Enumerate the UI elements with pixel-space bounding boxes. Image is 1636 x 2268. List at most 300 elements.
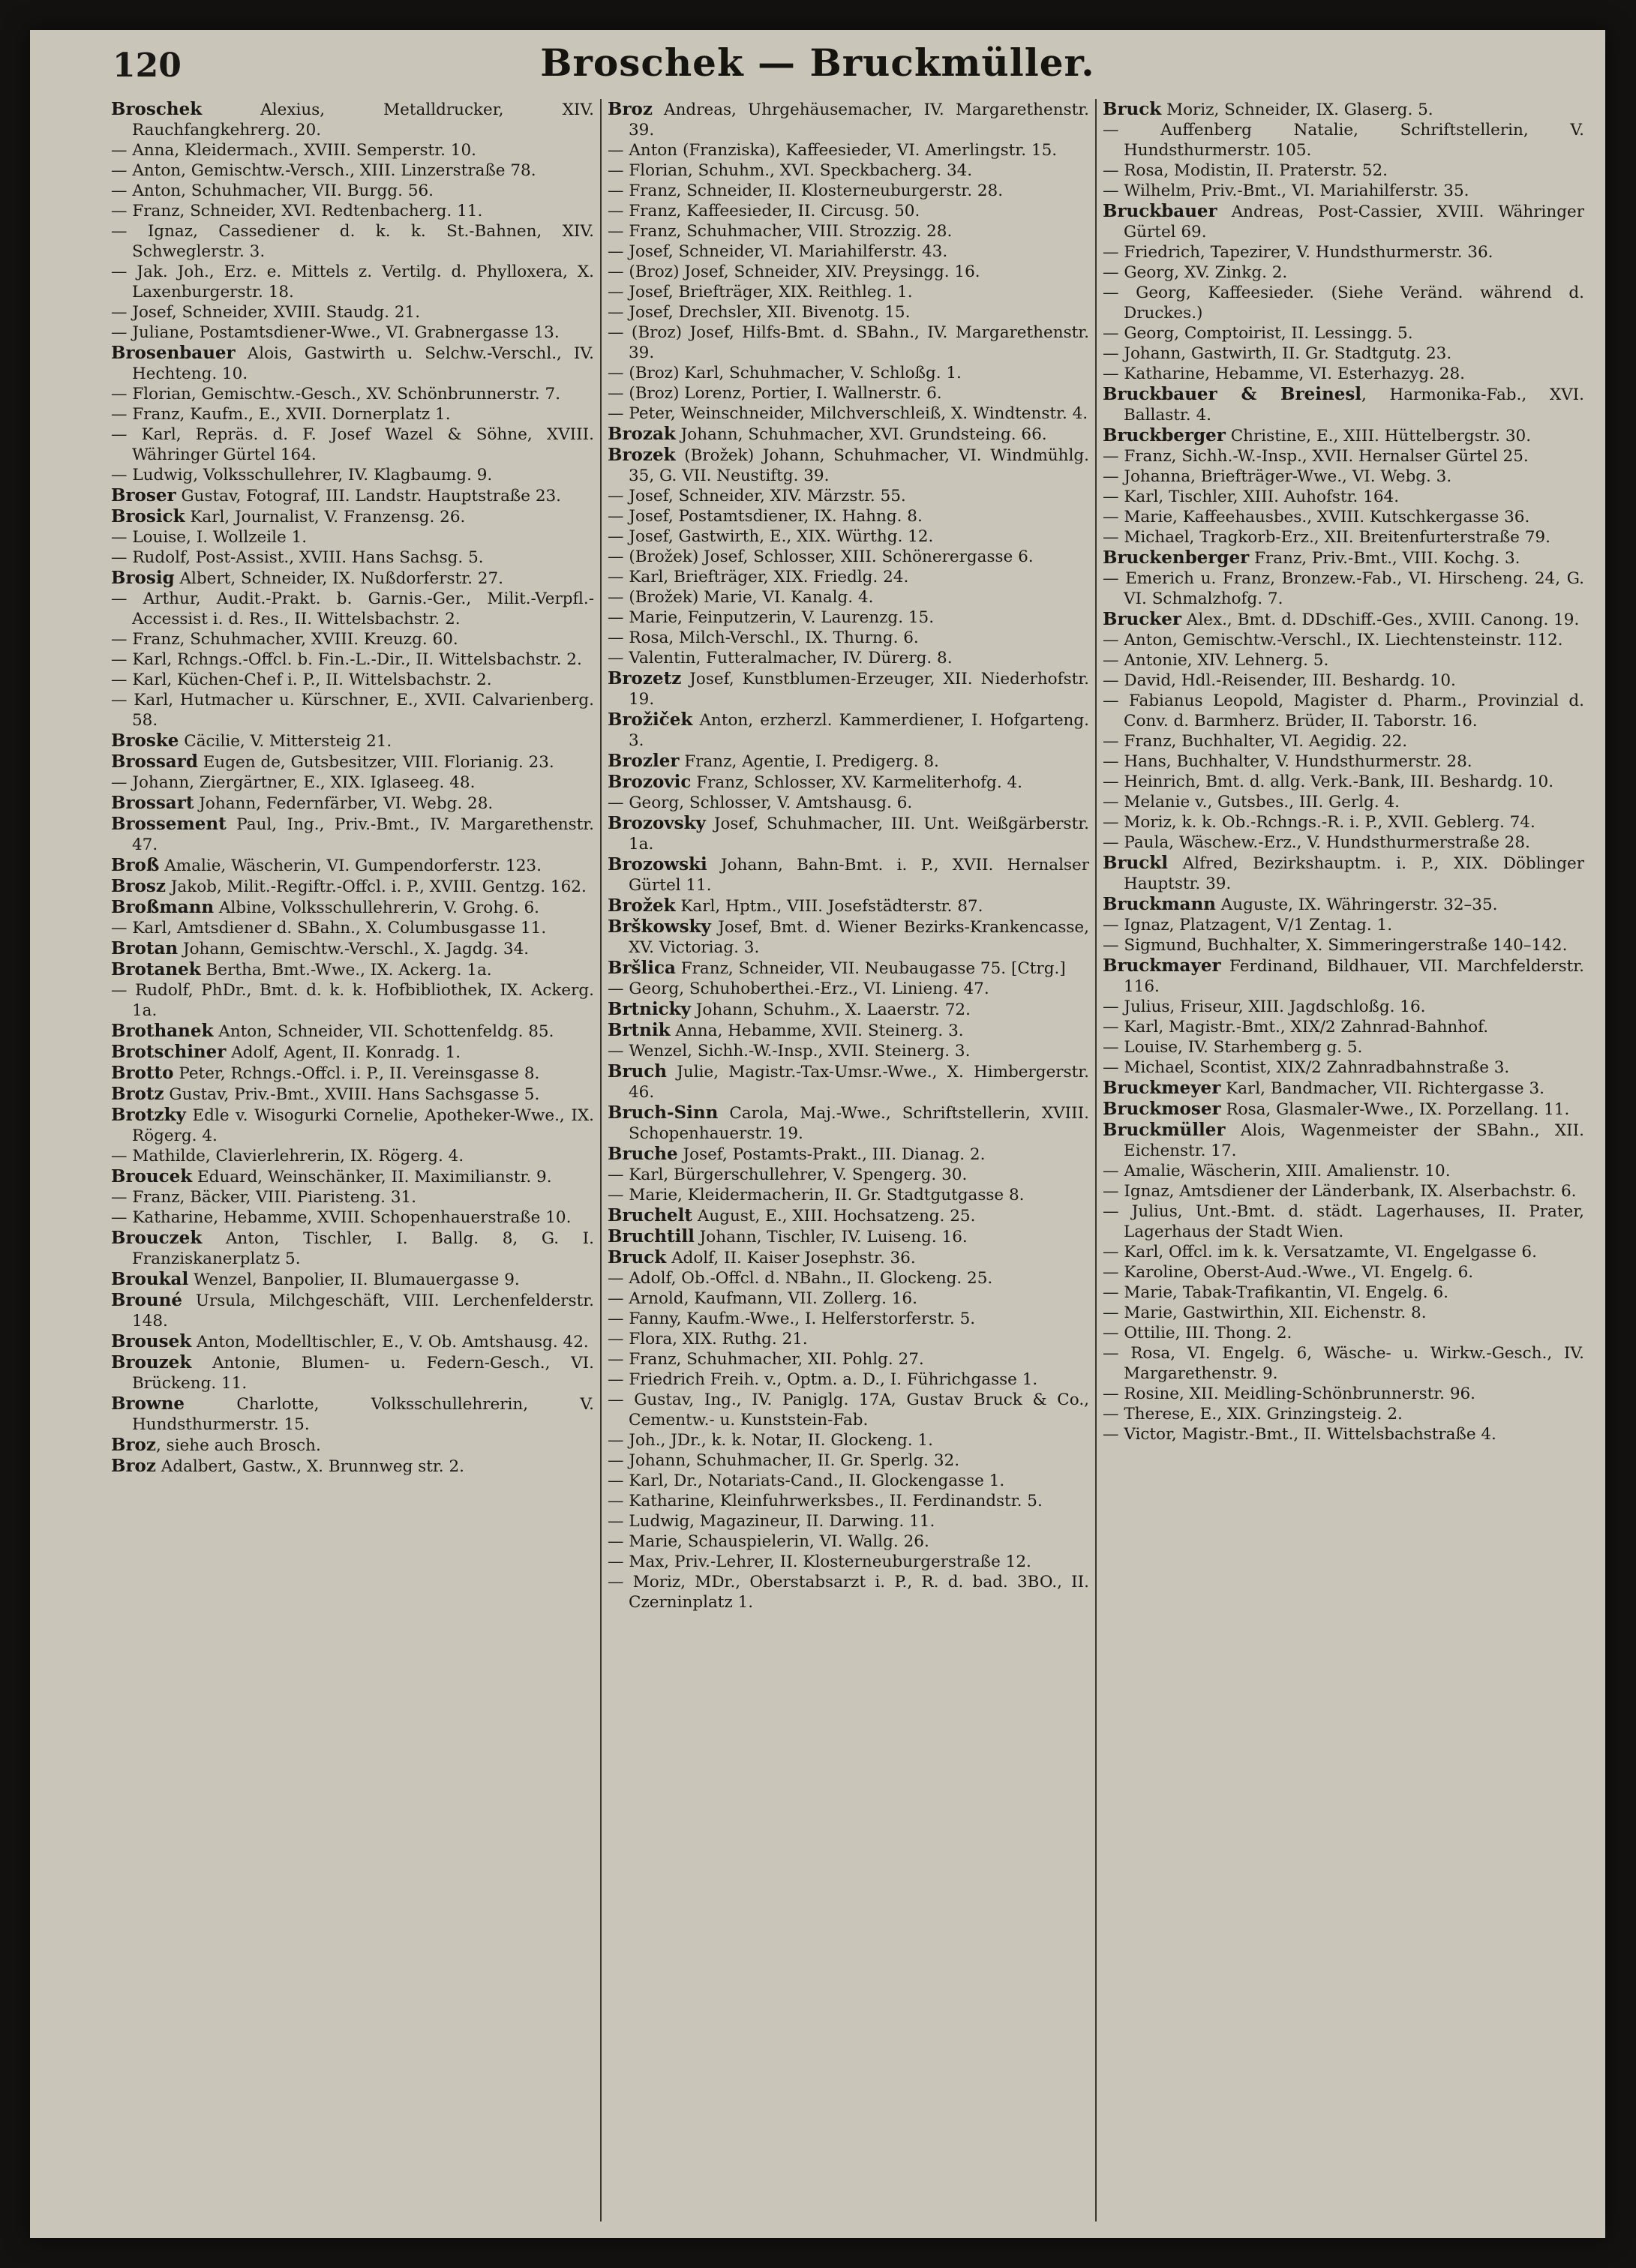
- entry-text: — Anton, Gemischtw.-Versch., XIII. Linzerstraße 78.: [111, 161, 536, 180]
- entry-surname: Brouczek: [111, 1228, 203, 1248]
- directory-entry: [111, 1456, 594, 1477]
- entry-surname: Bruchelt: [608, 1205, 693, 1226]
- entry-text: Anna, Hebamme, XVII. Steinerg. 3.: [670, 1022, 964, 1040]
- entry-surname: Brosz: [111, 876, 166, 896]
- entry-text: — Johann, Schuhmacher, II. Gr. Sperlg. 32.: [608, 1451, 960, 1470]
- entry-text: — Friedrich, Tapezirer, V. Hundsthurmerstr. 36.: [1103, 243, 1493, 262]
- directory-entry: [608, 363, 1089, 383]
- directory-entry: [111, 485, 594, 506]
- entry-text: — Victor, Magistr.-Bmt., II. Wittelsbachstraße 4.: [1103, 1425, 1496, 1444]
- entry-text: — Josef, Schneider, XVIII. Staudg. 21.: [111, 303, 421, 322]
- directory-entry: [608, 1471, 1089, 1491]
- directory-entry: [111, 980, 594, 1021]
- directory-entry: [1103, 1181, 1584, 1202]
- entry-text: Andreas, Uhrgehäusemacher, IV. Margarethenstr. 39.: [629, 100, 1089, 140]
- directory-entry: [608, 262, 1089, 282]
- entry-surname: Bruckenberger: [1103, 548, 1250, 568]
- entry-text: — (Broz) Josef, Schneider, XIV. Preysingg. 16.: [608, 262, 980, 281]
- entry-surname: Broser: [111, 485, 176, 506]
- entry-surname: Brotto: [111, 1063, 174, 1083]
- entry-surname: Bruckmann: [1103, 894, 1216, 914]
- entry-text: — Wilhelm, Priv.-Bmt., VI. Mariahilferstr. 35.: [1103, 182, 1469, 200]
- directory-entry: [1103, 731, 1584, 752]
- directory-entry: [1103, 1404, 1584, 1424]
- entry-text: Auguste, IX. Währingerstr. 32–35.: [1215, 896, 1498, 914]
- entry-text: Josef, Kunstblumen-Erzeuger, XII. Niederhofstr. 19.: [629, 670, 1089, 709]
- entry-text: — Georg, Kaffeesieder. (Siehe Veränd. während d. Druckes.): [1103, 284, 1584, 322]
- entry-text: — Georg, Comptoirist, II. Lessingg. 5.: [1103, 324, 1413, 343]
- directory-page: [30, 30, 1605, 2238]
- entry-text: — Franz, Schuhmacher, XII. Pohlg. 27.: [608, 1350, 924, 1369]
- entry-text: Amalie, Wäscherin, VI. Gumpendorferstr. 123.: [159, 856, 542, 875]
- entry-text: — Flora, XIX. Ruthg. 21.: [608, 1330, 808, 1348]
- entry-surname: Brozowski: [608, 854, 707, 874]
- directory-entry: [608, 668, 1089, 710]
- entry-surname: Brossement: [111, 814, 227, 834]
- directory-entry: [1103, 691, 1584, 731]
- directory-entry: [608, 445, 1089, 486]
- directory-entry: [111, 1166, 594, 1187]
- directory-entry: [608, 608, 1089, 628]
- entry-text: Karl, Hptm., VIII. Josefstädterstr. 87.: [675, 897, 983, 916]
- entry-text: Josef, Schuhmacher, III. Unt. Weißgärberstr. 1a.: [629, 814, 1089, 854]
- directory-entry: [1103, 956, 1584, 997]
- entry-text: — (Brožek) Josef, Schlosser, XIII. Schönerergasse 6.: [608, 548, 1034, 566]
- entry-text: — Sigmund, Buchhalter, X. Simmeringerstraße 140–142.: [1103, 936, 1568, 955]
- entry-text: Alfred, Bezirkshauptm. i. P., XIX. Döblinger Hauptstr. 39.: [1124, 854, 1584, 893]
- entry-text: Franz, Agentie, I. Predigerg. 8.: [679, 752, 939, 771]
- directory-entry: [608, 1205, 1089, 1226]
- directory-entry: [608, 424, 1089, 445]
- directory-entry: [608, 793, 1089, 813]
- directory-entry: [608, 1532, 1089, 1552]
- directory-entry: [111, 527, 594, 548]
- entry-text: — Anton, Schuhmacher, VII. Burgg. 56.: [111, 182, 434, 200]
- entry-surname: Broske: [111, 730, 179, 751]
- entry-surname: Bršlica: [608, 958, 676, 978]
- entry-text: — Marie, Feinputzerin, V. Laurenzg. 15.: [608, 608, 935, 627]
- directory-entry: [1103, 364, 1584, 384]
- directory-entry: [111, 793, 594, 814]
- directory-entry: [1103, 527, 1584, 548]
- running-title: Broschek — Bruckmüller.: [540, 40, 1095, 85]
- entry-surname: Brozetz: [608, 668, 682, 688]
- entry-text: — Marie, Tabak-Trafikantin, VI. Engelg. 6.: [1103, 1283, 1448, 1302]
- directory-entry: [111, 322, 594, 343]
- entry-text: — Karl, Rchngs.-Offcl. b. Fin.-L.-Dir., II. Wittelsbachstr. 2.: [111, 650, 582, 669]
- entry-text: — Karl, Amtsdiener d. SBahn., X. Columbusgasse 11.: [111, 919, 547, 938]
- directory-entry: [608, 322, 1089, 363]
- directory-entry: [1103, 670, 1584, 691]
- directory-entry: [1103, 915, 1584, 935]
- directory-entry: [111, 548, 594, 568]
- entry-text: — Rosa, Milch-Verschl., IX. Thurng. 6.: [608, 628, 919, 647]
- directory-entry: [1103, 344, 1584, 364]
- directory-entry: [608, 1329, 1089, 1349]
- entry-text: — David, Hdl.-Reisender, III. Beshardg. 10.: [1103, 671, 1456, 690]
- directory-entry: [1103, 650, 1584, 670]
- directory-entry: [111, 1228, 594, 1269]
- directory-entry: [111, 752, 594, 772]
- entry-surname: Brouné: [111, 1290, 182, 1310]
- directory-entry: [1103, 752, 1584, 772]
- entry-surname: Bruch: [608, 1061, 668, 1082]
- column-middle: [600, 99, 1095, 2222]
- entry-text: Alois, Gastwirth u. Selchw.-Verschl., IV. Hechteng. 10.: [132, 344, 594, 383]
- entry-text: — Friedrich Freih. v., Optm. a. D., I. Führichgasse 1.: [608, 1370, 1038, 1389]
- entry-surname: Bruckmeyer: [1103, 1078, 1221, 1098]
- entry-text: — (Broz) Karl, Schuhmacher, V. Schloßg. 1.: [608, 364, 962, 382]
- directory-entry: [608, 1430, 1089, 1450]
- entry-surname: Brotan: [111, 938, 179, 958]
- directory-entry: [1103, 201, 1584, 242]
- directory-entry: [1103, 1242, 1584, 1262]
- directory-entry: [1103, 1120, 1584, 1161]
- directory-entry: [111, 938, 594, 959]
- entry-surname: Brozak: [608, 424, 676, 444]
- entry-text: — (Brožek) Marie, VI. Kanalg. 4.: [608, 588, 874, 607]
- directory-entry: [1103, 99, 1584, 120]
- entry-text: — Louise, I. Wollzeile 1.: [111, 528, 308, 547]
- directory-entry: [1103, 1303, 1584, 1323]
- directory-entry: [111, 1063, 594, 1084]
- directory-entry: [608, 1268, 1089, 1288]
- directory-entry: [1103, 630, 1584, 650]
- directory-entry: [111, 262, 594, 302]
- directory-entry: [1103, 935, 1584, 956]
- column-left: [105, 99, 600, 2222]
- directory-entry: [111, 99, 594, 140]
- directory-entry: [608, 979, 1089, 999]
- entry-text: Ursula, Milchgeschäft, VIII. Lerchenfelderstr. 148.: [132, 1292, 594, 1330]
- entry-text: — Marie, Kleidermacherin, II. Gr. Stadtgutgasse 8.: [608, 1186, 1025, 1204]
- directory-entry: [608, 1349, 1089, 1370]
- directory-entry: [1103, 548, 1584, 568]
- entry-text: Carola, Maj.-Wwe., Schriftstellerin, XVIII. Schopenhauerstr. 19.: [629, 1104, 1089, 1143]
- entry-surname: Broß: [111, 855, 160, 875]
- directory-entry: [608, 916, 1089, 958]
- directory-entry: [1103, 242, 1584, 262]
- directory-entry: [608, 242, 1089, 262]
- page-header: [30, 30, 1605, 98]
- entry-surname: Bruckbauer: [1103, 201, 1217, 221]
- directory-entry: [111, 1042, 594, 1063]
- entry-text: — Amalie, Wäscherin, XIII. Amalienstr. 10.: [1103, 1162, 1451, 1180]
- entry-surname: Brotanek: [111, 959, 201, 980]
- entry-text: — Moriz, MDr., Oberstabsarzt i. P., R. d. bad. 3BO., II. Czerninplatz 1.: [608, 1573, 1089, 1612]
- entry-surname: Broz: [111, 1435, 156, 1455]
- entry-text: — Karl, Küchen-Chef i. P., II. Wittelsbachstr. 2.: [111, 670, 492, 689]
- entry-text: — Ludwig, Volksschullehrer, IV. Klagbaumg. 9.: [111, 466, 493, 484]
- directory-entry: [111, 343, 594, 384]
- directory-entry: [111, 404, 594, 424]
- directory-entry: [1103, 323, 1584, 344]
- entry-text: — Julius, Friseur, XIII. Jagdschloßg. 16.: [1103, 998, 1426, 1016]
- entry-text: Rosa, Glasmaler-Wwe., IX. Porzellang. 11.: [1220, 1100, 1570, 1119]
- entry-text: — Joh., JDr., k. k. Notar, II. Glockeng. 1.: [608, 1431, 933, 1450]
- entry-surname: Broßmann: [111, 897, 215, 917]
- entry-text: — Josef, Briefträger, XIX. Reithleg. 1.: [608, 283, 913, 302]
- entry-text: Gustav, Priv.-Bmt., XVIII. Hans Sachsgasse 5.: [164, 1085, 540, 1104]
- entry-text: — Josef, Postamtsdiener, IX. Hahng. 8.: [608, 507, 923, 526]
- entry-text: — Emerich u. Franz, Bronzew.-Fab., VI. Hirscheng. 24, G. VI. Schmalzhofg. 7.: [1103, 569, 1584, 608]
- entry-text: Peter, Rchngs.-Offcl. i. P., II. Vereinsgasse 8.: [173, 1064, 540, 1083]
- entry-text: Karl, Journalist, V. Franzensg. 26.: [185, 508, 466, 526]
- entry-surname: Brozler: [608, 751, 680, 771]
- directory-entry: [1103, 1017, 1584, 1037]
- entry-text: Bertha, Bmt.-Wwe., IX. Ackerg. 1a.: [200, 961, 492, 980]
- entry-text: — Johann, Gastwirth, II. Gr. Stadtgutg. 23.: [1103, 344, 1452, 363]
- entry-text: — Valentin, Futteralmacher, IV. Dürerg. 8.: [608, 649, 953, 668]
- entry-text: — Georg, XV. Zinkg. 2.: [1103, 263, 1288, 282]
- entry-text: — Katharine, Hebamme, XVIII. Schopenhauerstraße 10.: [111, 1208, 572, 1227]
- entry-text: — Michael, Scontist, XIX/2 Zahnradbahnstraße 3.: [1103, 1058, 1510, 1077]
- directory-entry: [608, 648, 1089, 668]
- directory-entry: [111, 855, 594, 876]
- entry-text: — Karl, Dr., Notariats-Cand., II. Glockengasse 1.: [608, 1472, 1005, 1490]
- directory-entry: [111, 1021, 594, 1042]
- directory-entry: [608, 221, 1089, 242]
- entry-text: — (Broz) Lorenz, Portier, I. Wallnerstr. 6.: [608, 384, 942, 403]
- entry-text: — Georg, Schlosser, V. Amtshausg. 6.: [608, 794, 913, 812]
- entry-text: , Harmonika-Fab., XVI. Ballastr. 4.: [1124, 386, 1584, 424]
- directory-entry: [608, 506, 1089, 526]
- directory-entry: [1103, 812, 1584, 832]
- directory-entry: [608, 99, 1089, 140]
- directory-entry: [608, 1511, 1089, 1532]
- entry-text: Jakob, Milit.-Regiftr.-Offcl. i. P., XVIII. Gentzg. 162.: [165, 878, 587, 896]
- entry-surname: Bruckmüller: [1103, 1120, 1226, 1140]
- entry-surname: Brosenbauer: [111, 343, 236, 363]
- entry-text: Julie, Magistr.-Tax-Umsr.-Wwe., X. Himbergerstr. 46.: [629, 1063, 1089, 1102]
- entry-text: — Arthur, Audit.-Prakt. b. Garnis.-Ger., Milit.-Verpfl.-Accessist i. d. Res., II. Wittelsbachstr. 2.: [111, 590, 594, 628]
- entry-surname: Bruche: [608, 1144, 678, 1164]
- entry-surname: Bruckmayer: [1103, 956, 1221, 976]
- directory-entry: [111, 201, 594, 221]
- entry-text: — Marie, Schauspielerin, VI. Wallg. 26.: [608, 1532, 929, 1551]
- entry-text: — Michael, Tragkorb-Erz., XII. Breitenfurterstraße 79.: [1103, 528, 1550, 547]
- entry-surname: Bruck: [608, 1247, 667, 1268]
- directory-entry: [1103, 181, 1584, 201]
- entry-surname: Bruckmoser: [1103, 1099, 1221, 1119]
- directory-entry: [608, 628, 1089, 648]
- entry-surname: Brossart: [111, 793, 194, 813]
- entry-surname: Brotzky: [111, 1105, 186, 1125]
- directory-entry: [111, 424, 594, 465]
- directory-entry: [111, 629, 594, 650]
- entry-text: — Florian, Schuhm., XVI. Speckbacherg. 34.: [608, 161, 973, 180]
- entry-surname: Brtnicky: [608, 999, 691, 1019]
- directory-entry: [1103, 1202, 1584, 1242]
- directory-entry: [1103, 1262, 1584, 1282]
- directory-entry: [608, 710, 1089, 751]
- entry-text: — Max, Priv.-Lehrer, II. Klosterneuburgerstraße 12.: [608, 1552, 1031, 1571]
- entry-text: — Wenzel, Sichh.-W.-Insp., XVII. Steinerg. 3.: [608, 1042, 971, 1060]
- entry-surname: Broucek: [111, 1166, 193, 1186]
- directory-entry: [111, 506, 594, 527]
- entry-text: Christine, E., XIII. Hüttelbergstr. 30.: [1225, 427, 1532, 446]
- entry-text: Eugen de, Gutsbesitzer, VIII. Florianig. 23.: [197, 753, 554, 772]
- entry-text: — Johann, Ziergärtner, E., XIX. Iglaseeg. 48.: [111, 773, 476, 792]
- entry-text: — Melanie v., Gutsbes., III. Gerlg. 4.: [1103, 793, 1400, 812]
- directory-entry: [608, 486, 1089, 506]
- entry-text: — Georg, Schuhoberthei.-Erz., VI. Linieng. 47.: [608, 980, 989, 998]
- entry-text: , siehe auch Brosch.: [155, 1436, 321, 1455]
- directory-entry: [111, 302, 594, 322]
- entry-text: — Franz, Schuhmacher, VIII. Strozzig. 28.: [608, 222, 953, 241]
- directory-entry: [1103, 160, 1584, 181]
- directory-entry: [1103, 772, 1584, 792]
- entry-text: Paul, Ing., Priv.-Bmt., IV. Margarethenstr. 47.: [132, 815, 594, 854]
- entry-surname: Brozovic: [608, 772, 692, 792]
- entry-text: — Arnold, Kaufmann, VII. Zollerg. 16.: [608, 1289, 917, 1308]
- directory-entry: [1103, 1099, 1584, 1120]
- directory-entry: [608, 181, 1089, 201]
- entry-text: Alex., Bmt. d. DDschiff.-Ges., XVIII. Canong. 19.: [1181, 610, 1580, 629]
- directory-entry: [111, 772, 594, 793]
- entry-surname: Bruch-Sinn: [608, 1102, 719, 1123]
- directory-entry: [111, 1084, 594, 1105]
- entry-text: — Auffenberg Natalie, Schriftstellerin, V. Hundsthurmerstr. 105.: [1103, 121, 1584, 160]
- directory-entry: [608, 547, 1089, 567]
- directory-entry: [608, 1370, 1089, 1390]
- entry-text: Charlotte, Volksschullehrerin, V. Hundsthurmerstr. 15.: [132, 1395, 594, 1434]
- directory-entry: [1103, 446, 1584, 466]
- directory-entry: [111, 160, 594, 181]
- directory-entry: [608, 526, 1089, 547]
- entry-text: Johann, Schuhmacher, XVI. Grundsteing. 66.: [675, 425, 1047, 444]
- directory-entry: [608, 896, 1089, 916]
- entry-surname: Brothanek: [111, 1021, 214, 1041]
- directory-entry: [608, 1552, 1089, 1572]
- directory-entry: [608, 404, 1089, 424]
- entry-text: Antonie, Blumen- u. Federn-Gesch., VI. Brückeng. 11.: [132, 1354, 594, 1393]
- directory-columns: [105, 99, 1590, 2222]
- directory-entry: [1103, 120, 1584, 160]
- directory-entry: [111, 1187, 594, 1208]
- directory-entry: [608, 854, 1089, 896]
- directory-entry: [111, 181, 594, 201]
- entry-text: — Ottilie, III. Thong. 2.: [1103, 1324, 1292, 1342]
- entry-text: — Fanny, Kaufm.-Wwe., I. Helferstorferstr. 5.: [608, 1310, 976, 1328]
- directory-entry: [111, 1331, 594, 1352]
- directory-entry: [111, 959, 594, 980]
- entry-text: Eduard, Weinschänker, II. Maximilianstr. 9.: [192, 1168, 552, 1186]
- directory-entry: [608, 813, 1089, 854]
- directory-entry: [111, 465, 594, 485]
- entry-text: Wenzel, Banpolier, II. Blumauergasse 9.: [188, 1270, 520, 1289]
- directory-entry: [608, 383, 1089, 404]
- entry-text: — Karl, Tischler, XIII. Auhofstr. 164.: [1103, 488, 1400, 506]
- entry-text: August, E., XIII. Hochsatzeng. 25.: [692, 1207, 976, 1226]
- directory-entry: [608, 1247, 1089, 1268]
- directory-entry: [1103, 792, 1584, 812]
- directory-entry: [1103, 262, 1584, 283]
- entry-text: Franz, Schneider, VII. Neubaugasse 75. [Ctrg.]: [675, 959, 1066, 978]
- entry-text: Karl, Bandmacher, VII. Richtergasse 3.: [1220, 1079, 1544, 1098]
- entry-surname: Brožek: [608, 896, 676, 916]
- directory-entry: [608, 140, 1089, 160]
- directory-entry: [1103, 997, 1584, 1017]
- entry-text: — Karl, Bürgerschullehrer, V. Spengerg. 30.: [608, 1166, 968, 1184]
- directory-entry: [608, 1020, 1089, 1041]
- entry-text: — Karl, Offcl. im k. k. Versatzamte, VI. Engelgasse 6.: [1103, 1243, 1537, 1262]
- entry-surname: Brtnik: [608, 1020, 671, 1040]
- entry-text: Josef, Postamts-Prakt., III. Dianag. 2.: [677, 1145, 986, 1164]
- directory-entry: [111, 140, 594, 160]
- entry-surname: Broz: [111, 1456, 156, 1476]
- entry-surname: Bruchtill: [608, 1226, 695, 1246]
- directory-entry: [1103, 466, 1584, 487]
- entry-text: — Rosine, XII. Meidling-Schönbrunnerstr. 96.: [1103, 1384, 1476, 1403]
- directory-entry: [608, 587, 1089, 608]
- entry-text: — Ludwig, Magazineur, II. Darwing. 11.: [608, 1512, 935, 1531]
- directory-entry: [1103, 1282, 1584, 1303]
- entry-text: Albine, Volksschullehrerin, V. Grohg. 6.: [214, 898, 539, 917]
- entry-text: — Louise, IV. Starhemberg g. 5.: [1103, 1038, 1363, 1057]
- entry-text: — Therese, E., XIX. Grinzingsteig. 2.: [1103, 1405, 1403, 1424]
- directory-entry: [608, 958, 1089, 979]
- entry-text: — Josef, Schneider, VI. Mariahilferstr. 43.: [608, 242, 948, 261]
- entry-text: Franz, Schlosser, XV. Karmeliterhofg. 4.: [691, 773, 1023, 792]
- directory-entry: [1103, 1424, 1584, 1444]
- directory-entry: [608, 1390, 1089, 1430]
- entry-text: — Gustav, Ing., IV. Paniglg. 17A, Gustav Bruck & Co., Cementw.- u. Kunststein-Fab.: [608, 1390, 1089, 1430]
- directory-entry: [111, 1208, 594, 1228]
- entry-surname: Brucker: [1103, 609, 1181, 629]
- entry-surname: Brossard: [111, 752, 198, 772]
- directory-entry: [111, 384, 594, 404]
- entry-text: Adolf, II. Kaiser Josephstr. 36.: [666, 1249, 916, 1268]
- entry-text: — Franz, Schneider, II. Klosterneuburgerstr. 28.: [608, 182, 1004, 200]
- entry-text: — Rosa, Modistin, II. Praterstr. 52.: [1103, 161, 1388, 180]
- entry-surname: Brotschiner: [111, 1042, 227, 1062]
- entry-surname: Bruckbauer & Breinesl: [1103, 384, 1362, 404]
- entry-text: — Jak. Joh., Erz. e. Mittels z. Vertilg. d. Phylloxera, X. Laxenburgerstr. 18.: [111, 262, 594, 302]
- entry-surname: Bruckberger: [1103, 425, 1226, 446]
- directory-entry: [1103, 507, 1584, 527]
- entry-text: — Julius, Unt.-Bmt. d. städt. Lagerhauses, II. Prater, Lagerhaus der Stadt Wien.: [1103, 1202, 1584, 1241]
- entry-text: — Peter, Weinschneider, Milchverschleiß, X. Windtenstr. 4.: [608, 404, 1088, 423]
- entry-text: — Katharine, Hebamme, VI. Esterhazyg. 28.: [1103, 364, 1465, 383]
- entry-surname: Bruckl: [1103, 853, 1168, 873]
- entry-text: Josef, Bmt. d. Wiener Bezirks-Krankencasse, XV. Victoriag. 3.: [629, 918, 1089, 957]
- directory-entry: [111, 221, 594, 262]
- directory-entry: [608, 201, 1089, 221]
- entry-text: Gustav, Fotograf, III. Landstr. Hauptstraße 23.: [176, 487, 562, 506]
- entry-text: — Franz, Sichh.-W.-Insp., XVII. Hernalser Gürtel 25.: [1103, 447, 1529, 466]
- entry-text: Ferdinand, Bildhauer, VII. Marchfelderstr. 116.: [1124, 957, 1584, 996]
- entry-text: Andreas, Post-Cassier, XVIII. Währinger Gürtel 69.: [1124, 202, 1584, 242]
- entry-text: — Ignaz, Amtsdiener der Länderbank, IX. Alserbachstr. 6.: [1103, 1182, 1577, 1201]
- directory-entry: [1103, 1384, 1584, 1404]
- entry-text: — Anna, Kleidermach., XVIII. Semperstr. 10.: [111, 141, 476, 160]
- directory-entry: [111, 589, 594, 629]
- directory-entry: [608, 1572, 1089, 1612]
- entry-text: — Karl, Hutmacher u. Kürschner, E., XVII. Calvarienberg. 58.: [111, 691, 594, 730]
- entry-text: Cäcilie, V. Mittersteig 21.: [179, 732, 392, 751]
- entry-text: — Anton, Gemischtw.-Verschl., IX. Liechtensteinstr. 112.: [1103, 631, 1563, 650]
- entry-surname: Bruck: [1103, 99, 1162, 119]
- directory-entry: [111, 1105, 594, 1146]
- entry-surname: Browne: [111, 1394, 185, 1414]
- directory-entry: [608, 1309, 1089, 1329]
- directory-entry: [608, 772, 1089, 793]
- entry-text: Anton, Schneider, VII. Schottenfeldg. 85.: [213, 1022, 554, 1041]
- entry-text: — Juliane, Postamtsdiener-Wwe., VI. Grabnergasse 13.: [111, 323, 560, 342]
- directory-entry: [608, 1185, 1089, 1205]
- directory-entry: [608, 1041, 1089, 1061]
